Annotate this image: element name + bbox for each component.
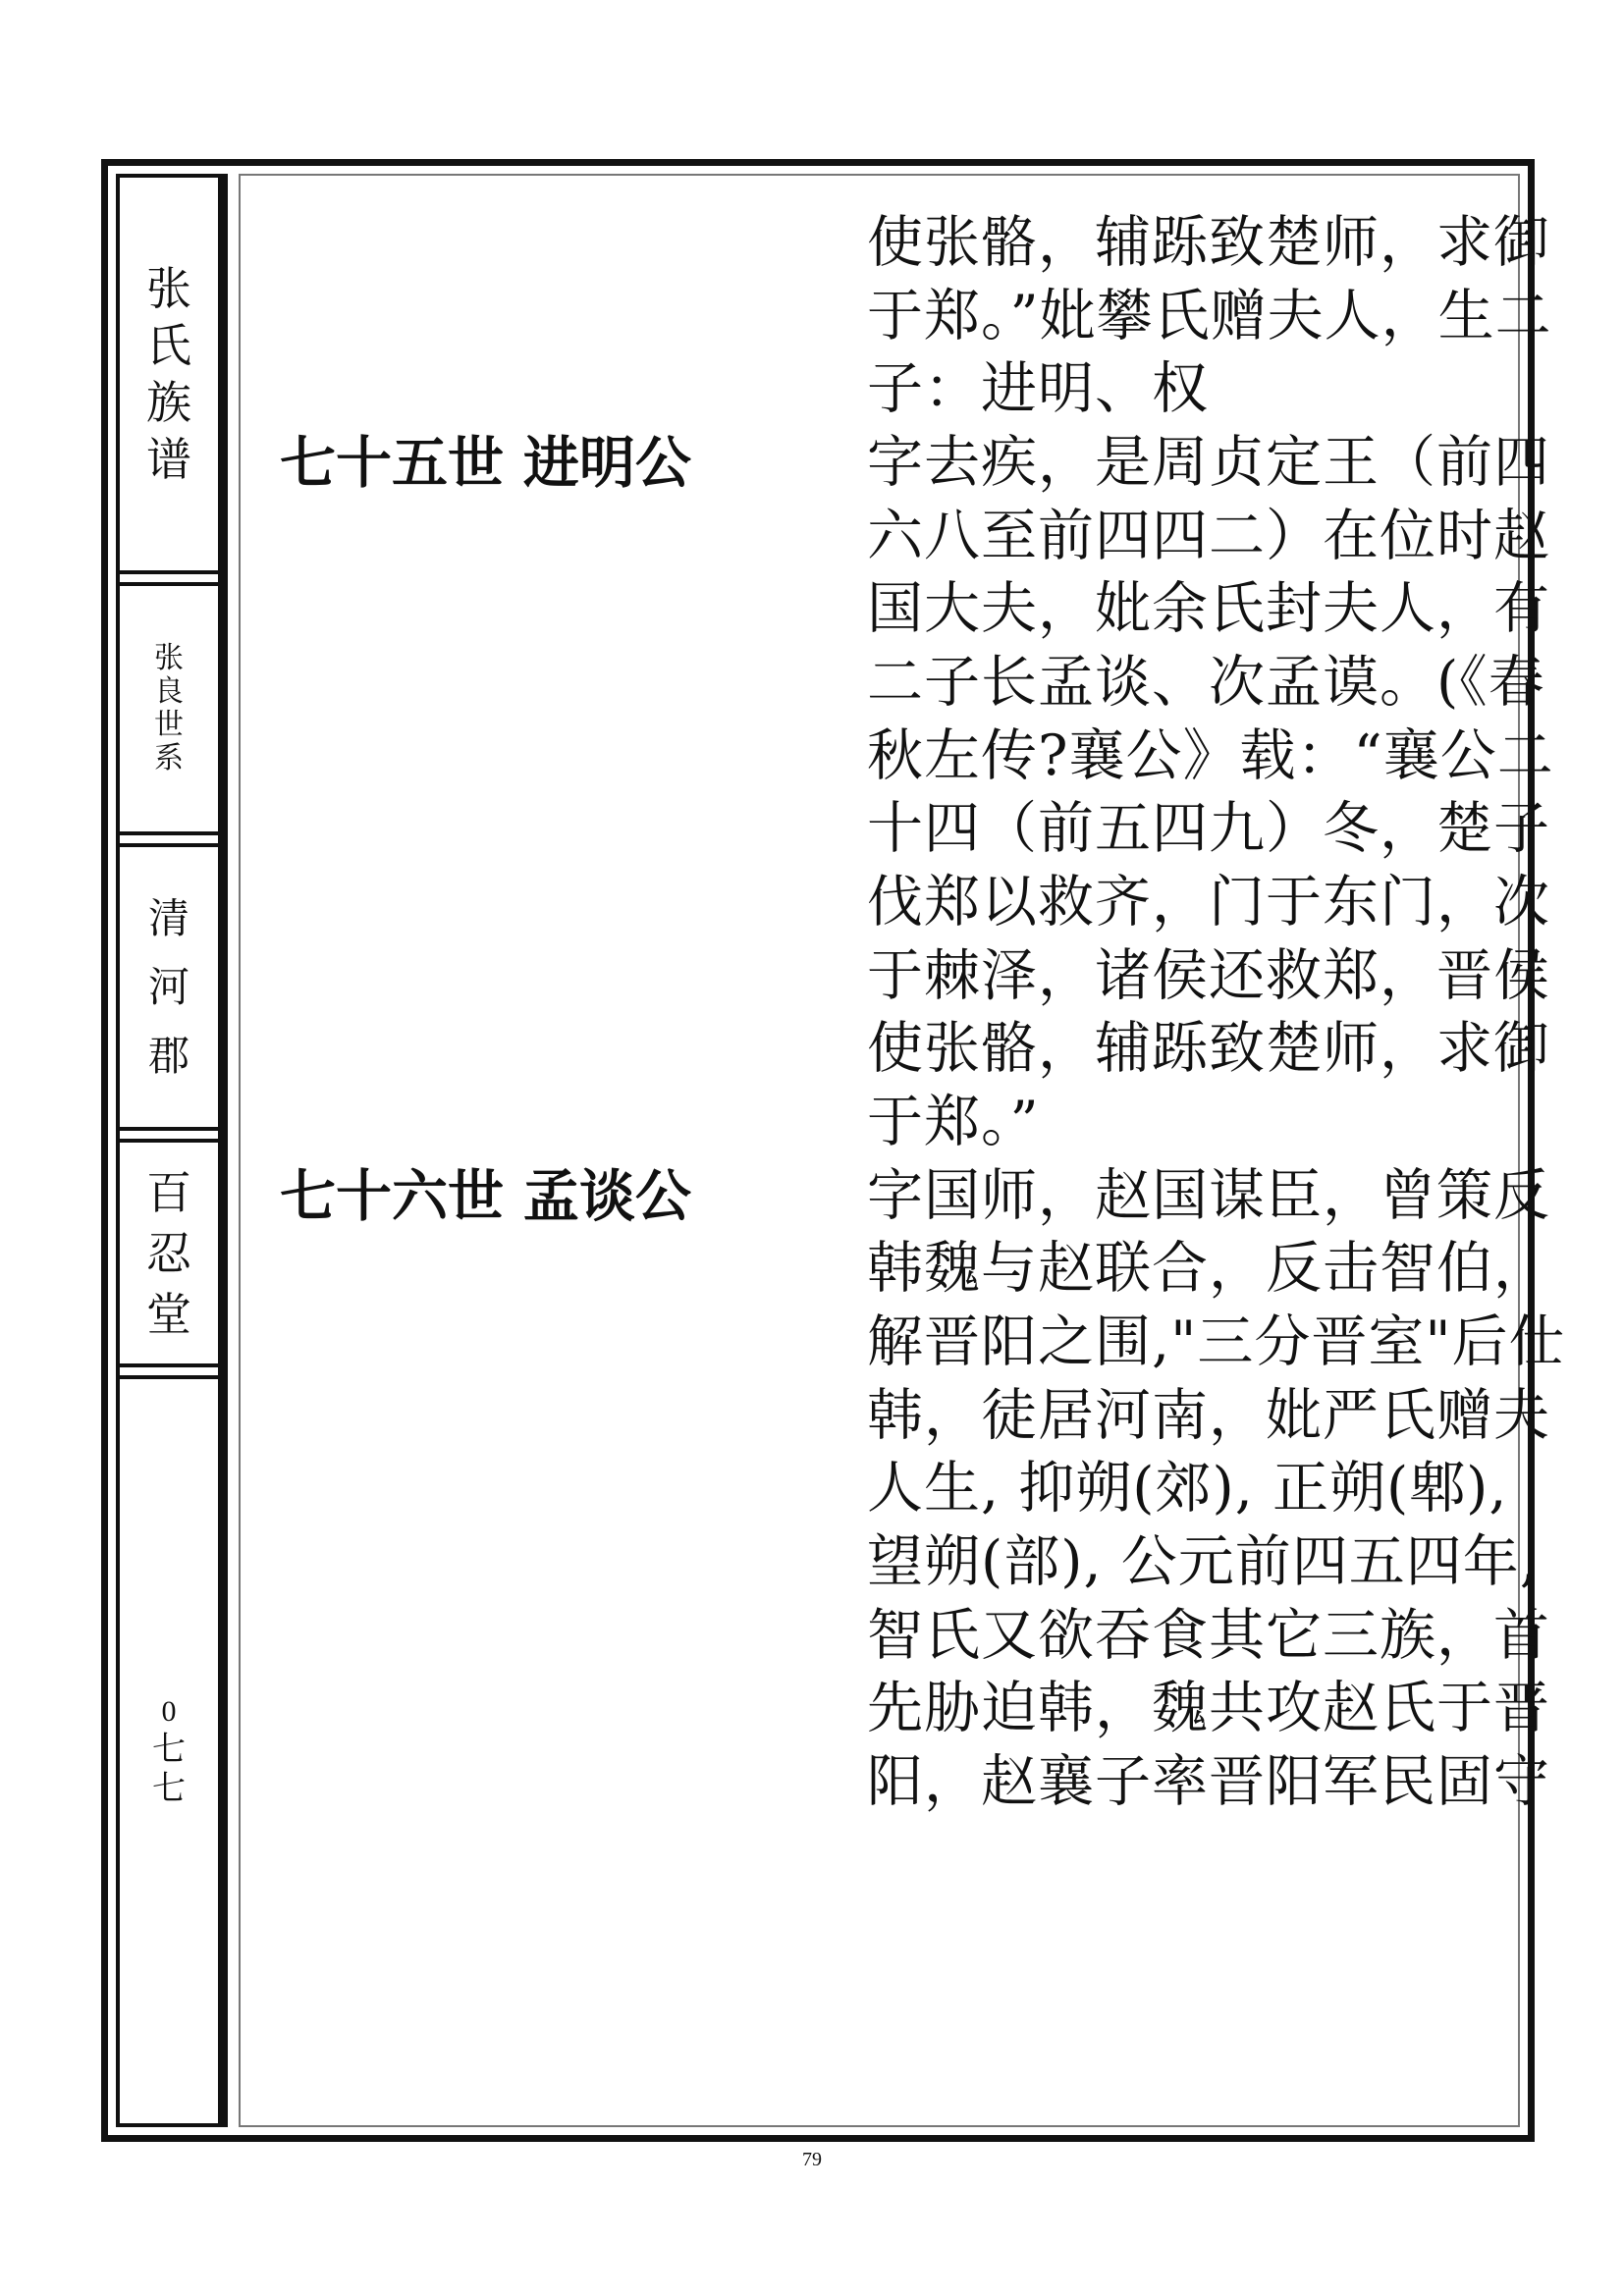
sidebar-divider <box>120 1363 218 1379</box>
title-char: 族 <box>146 376 191 429</box>
folio-char: 七 <box>152 1730 186 1769</box>
place-char: 河 <box>147 962 189 1011</box>
place-label <box>120 847 218 1127</box>
text-line: 阳，赵襄子率晋阳军民固守 <box>867 1749 1550 1814</box>
text-line: 字国师，赵国谋臣，曾策反 <box>867 1163 1550 1228</box>
section-char: 良 <box>154 674 184 709</box>
column-separator <box>222 174 228 2127</box>
sidebar-divider <box>120 570 218 586</box>
text-line: 人生, 抑朔(郊), 正朔(郫), <box>867 1456 1508 1521</box>
text-line: 智氏又欲吞食其它三族，首 <box>867 1603 1550 1668</box>
place-char: 清 <box>147 893 189 942</box>
section-char: 张 <box>154 641 184 675</box>
text-line: 字去疾，是周贞定王（前四 <box>867 430 1550 495</box>
text-line: 韩，徒居河南，妣严氏赠夫 <box>867 1383 1550 1448</box>
text-line: 国大夫，妣余氏封夫人，有 <box>867 576 1550 641</box>
text-line: 二子长孟谈、次孟谟。(《春 <box>867 650 1545 715</box>
sidebar-divider <box>120 831 218 847</box>
text-line: 于郑。”妣攀氏赠夫人，生二 <box>867 284 1552 348</box>
hall-label <box>120 1143 218 1363</box>
page-number: 79 <box>802 2149 822 2170</box>
title-char: 张 <box>146 262 191 315</box>
title-char: 氏 <box>146 319 191 372</box>
text-line: 秋左传?襄公》载：“襄公二 <box>867 723 1554 788</box>
text-line: 望朔(部), 公元前四五四年, <box>867 1529 1539 1594</box>
genealogy-title <box>120 178 218 570</box>
page-frame <box>101 159 1566 2142</box>
text-line: 于棘泽，诸侯还救郑，晋侯 <box>867 943 1550 1008</box>
title-char: 谱 <box>146 433 191 486</box>
generation-heading: 七十五世 进明公 <box>280 430 691 496</box>
text-line: 韩魏与赵联合，反击智伯， <box>867 1236 1550 1301</box>
generation-heading: 七十六世 孟谈公 <box>280 1163 691 1229</box>
text-line: 六八至前四四二）在位时赵 <box>867 504 1550 568</box>
text-line: 子：进明、权 <box>867 356 1209 421</box>
text-line: 解晋阳之围,"三分晋室"后仕 <box>867 1309 1566 1374</box>
section-char: 系 <box>154 741 184 775</box>
sidebar <box>116 174 222 2127</box>
section-label <box>120 586 218 831</box>
hall-char: 堂 <box>146 1287 191 1341</box>
folio-char: 七 <box>152 1769 186 1808</box>
text-line: 使张骼，辅跞致楚师，求御 <box>867 1016 1550 1081</box>
text-line: 伐郑以救齐，门于东门，次 <box>867 870 1550 934</box>
hall-char: 忍 <box>146 1226 191 1280</box>
content-panel <box>239 174 1566 2127</box>
section-char: 世 <box>154 708 184 742</box>
place-char: 郡 <box>147 1031 189 1080</box>
folio-char: 0 <box>161 1695 177 1728</box>
text-line: 先胁迫韩，魏共攻赵氏于晋 <box>867 1676 1550 1740</box>
text-line: 十四（前五四九）冬，楚子 <box>867 796 1550 861</box>
text-line: 于郑。” <box>867 1090 1040 1154</box>
sidebar-divider <box>120 1127 218 1143</box>
text-line: 使张骼，辅跞致楚师，求御 <box>867 210 1550 275</box>
folio-number <box>120 1379 218 2123</box>
hall-char: 百 <box>146 1165 191 1219</box>
